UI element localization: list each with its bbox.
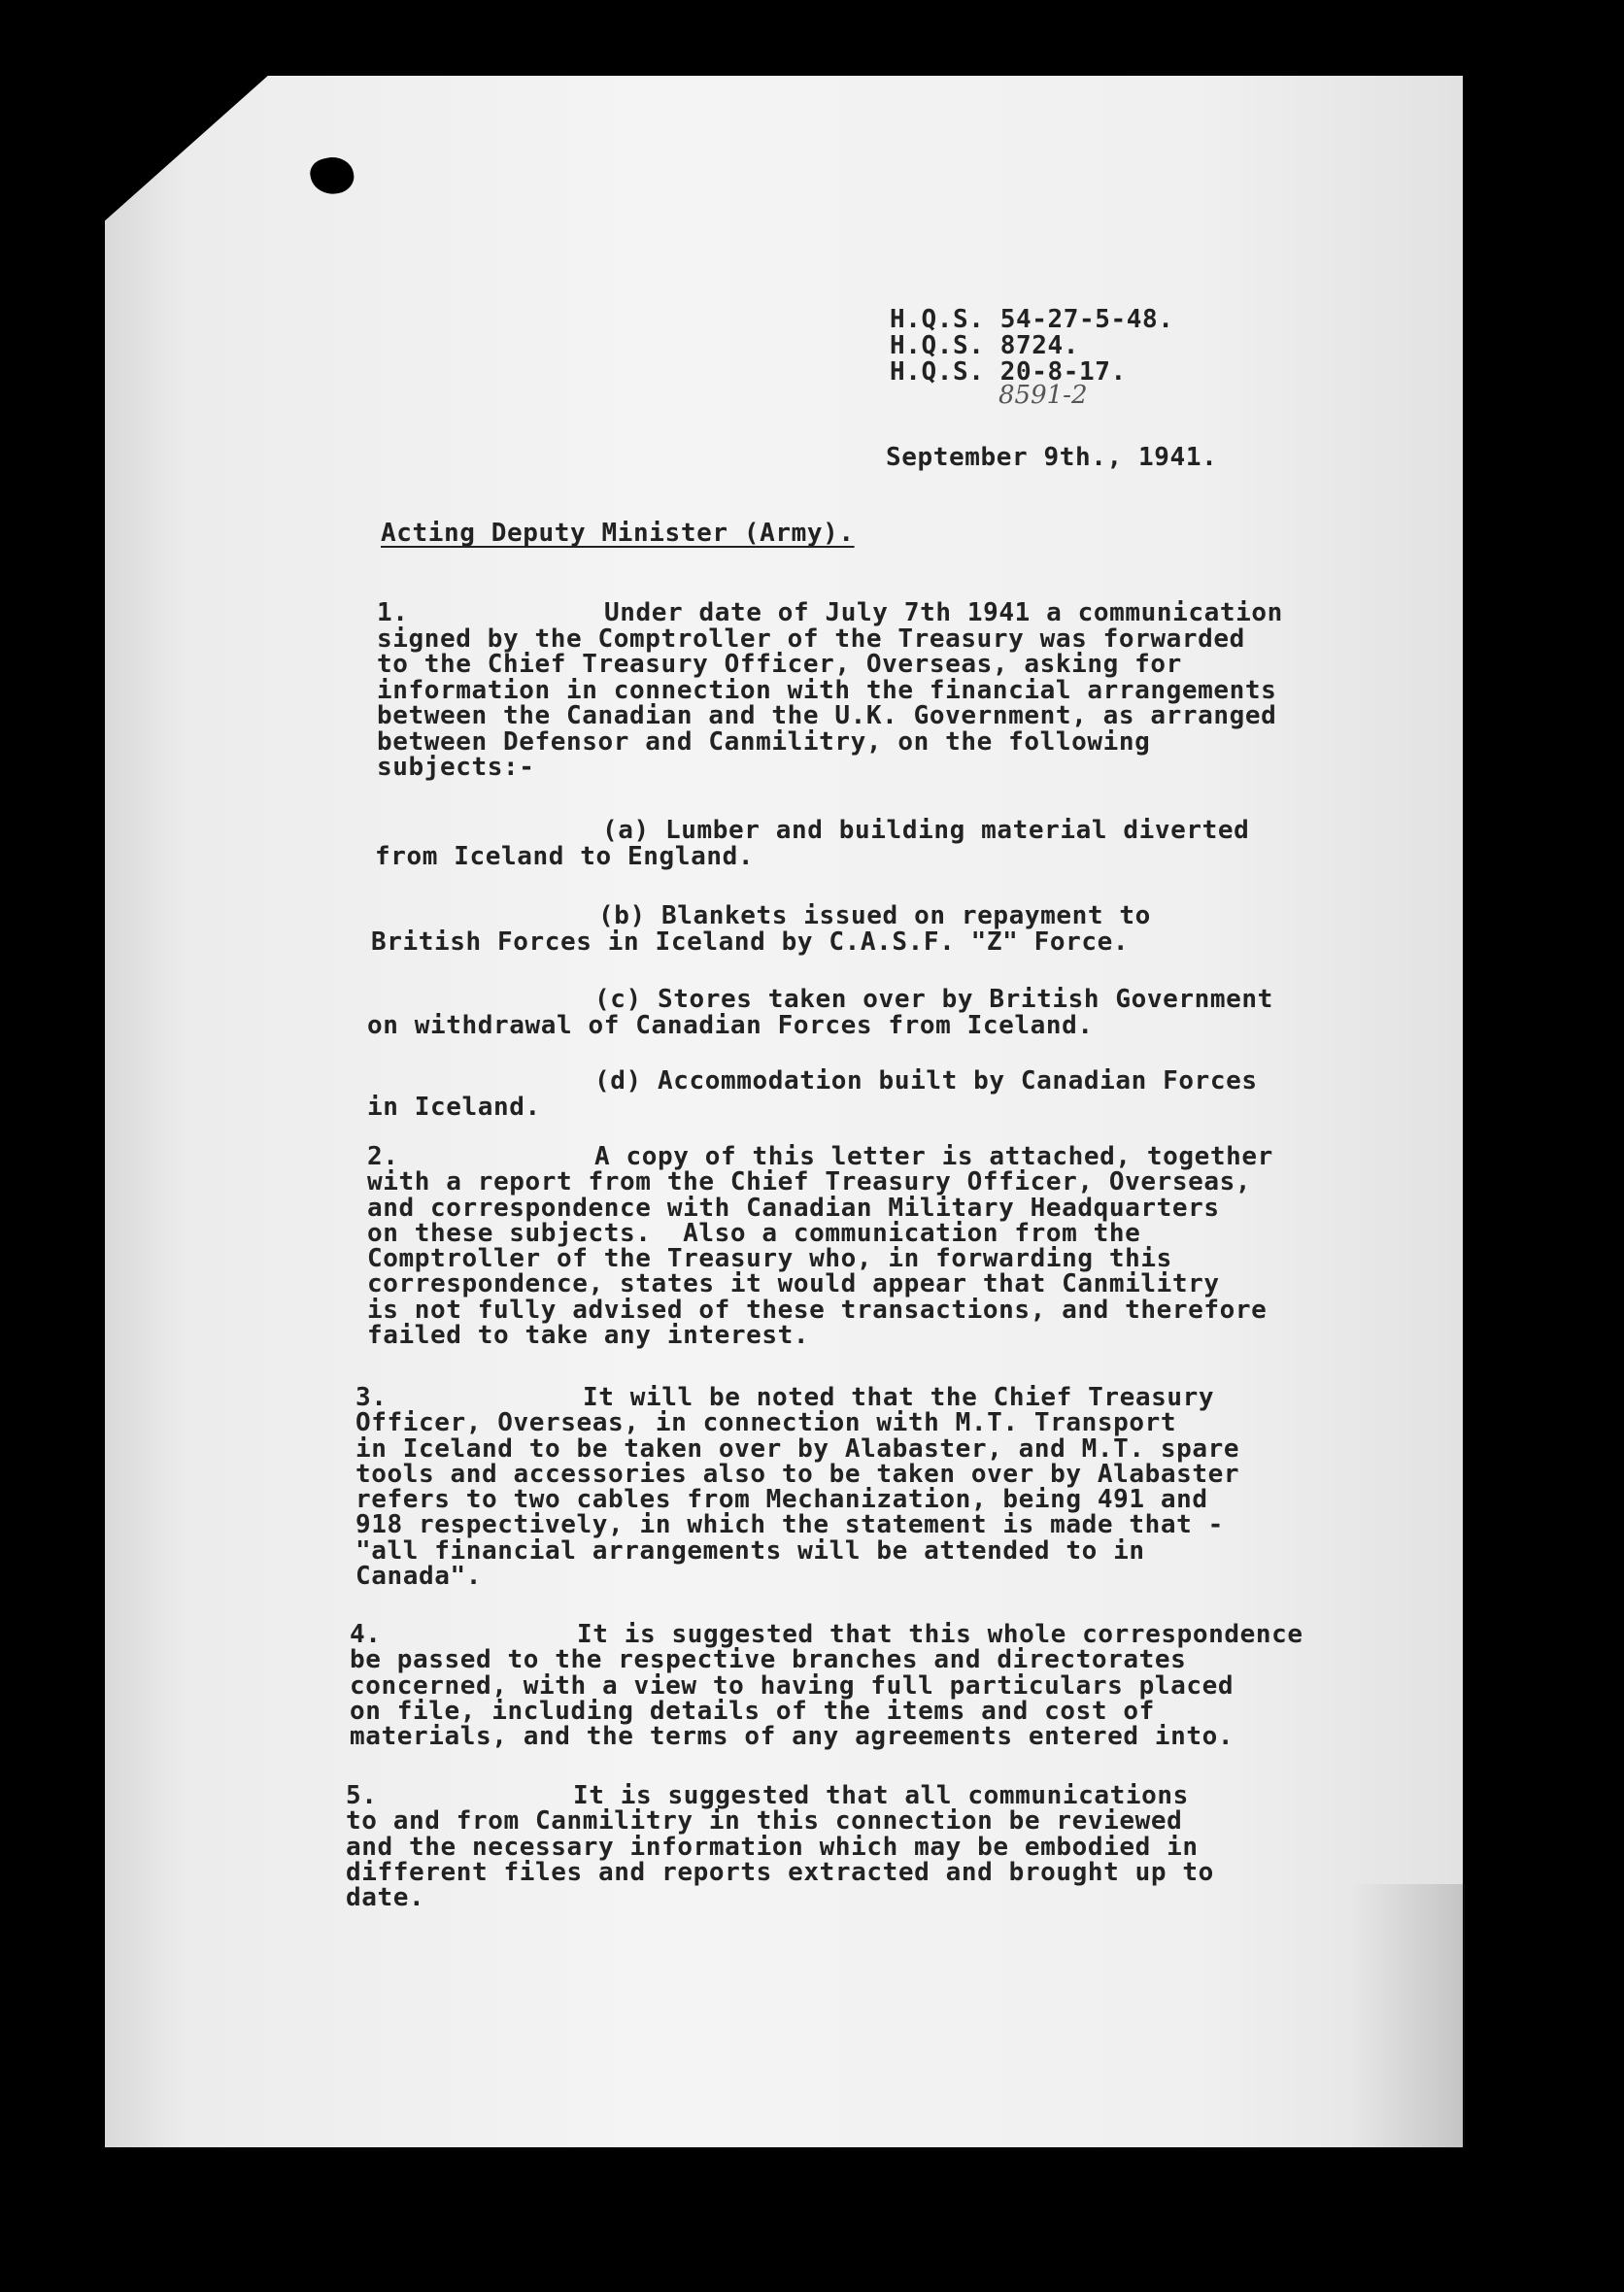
paragraph-number: 2. [367,1142,399,1171]
paragraph-line: to the Chief Treasury Officer, Overseas, asking for [377,650,1182,679]
paragraph-line: between the Canadian and the U.K. Government, as arranged [377,701,1277,730]
paragraph-number: 4. [350,1620,382,1649]
file-reference: H.Q.S. 54-27-5-48. [890,305,1174,334]
paragraph-number: 5. [346,1781,378,1810]
paragraph-2 [367,1142,1273,1351]
paragraph-line: on file, including details of the items and cost of [350,1696,1155,1726]
paragraph-number: 1. [377,598,409,627]
paragraph-line: "all financial arrangements will be attended to in [355,1535,1145,1566]
subject-label: (b) Blankets issued on repayment to [598,901,1151,930]
paragraph-line: concerned, with a view to having full particulars placed [350,1670,1235,1701]
subject-a [375,818,1249,869]
paragraph-line: Canada". [355,1562,483,1592]
subject-continuation: in Iceland. [367,1092,541,1122]
subject-continuation: from Iceland to England. [375,841,755,871]
paragraph-line: is not fully advised of these transactions, and therefore [367,1295,1268,1325]
subject-c [367,987,1273,1038]
paragraph-number: 3. [355,1383,388,1412]
paragraph-line: refers to two cables from Mechanization, being 491 and [355,1485,1208,1515]
paragraph-line: signed by the Comptroller of the Treasury was forwarded [377,624,1245,654]
file-reference: H.Q.S. 20-8-17. [890,357,1127,387]
subject-label: (d) Accommodation built by Canadian Forces [594,1066,1258,1095]
paragraph-line: different files and reports extracted and brought up to [346,1857,1214,1887]
paragraph-line: failed to take any interest. [367,1321,810,1351]
paragraph-line: tools and accessories also to be taken over by Alabaster [355,1459,1240,1489]
paragraph-line: information in connection with the financial arrangements [377,675,1277,705]
letter-date: September 9th., 1941. [886,443,1218,472]
paragraph-1 [377,600,1283,781]
paragraph-first-line: Under date of July 7th 1941 a communication [604,598,1283,627]
paragraph-line: and correspondence with Canadian Military Headquarters [367,1193,1220,1223]
paragraph-line: Officer, Overseas, in connection with M.T. Transport [355,1408,1177,1438]
subject-label: (c) Stores taken over by British Government [594,985,1273,1014]
paragraph-line: materials, and the terms of any agreements entered into. [350,1722,1235,1752]
paragraph-line: between Defensor and Canmilitry, on the following [377,726,1151,757]
paragraph-line: correspondence, states it would appear that Canmilitry [367,1269,1220,1299]
file-reference: H.Q.S. 8724. [890,331,1080,360]
paragraph-first-line: It is suggested that this whole correspondence [577,1620,1303,1649]
subject-b [371,903,1151,955]
paragraph-line: Comptroller of the Treasury who, in forwarding this [367,1244,1172,1274]
subject-d [367,1068,1258,1120]
addressee: Acting Deputy Minister (Army). [381,519,855,548]
paragraph-line: with a report from the Chief Treasury Officer, Overseas, [367,1167,1252,1197]
paragraph-first-line: It will be noted that the Chief Treasury [583,1383,1215,1412]
paragraph-line: date. [346,1883,425,1913]
paragraph-line: to and from Canmilitry in this connection be reviewed [346,1806,1183,1837]
paragraph-3 [355,1383,1240,1592]
file-references [890,307,1174,386]
paragraph-line: on these subjects. Also a communication from the [367,1218,1141,1248]
paragraph-line: 918 respectively, in which the statement is made that - [355,1510,1224,1540]
paragraph-line: and the necessary information which may be embodied in [346,1832,1199,1862]
subject-label: (a) Lumber and building material diverted [602,816,1250,845]
paragraph-line: be passed to the respective branches and directorates [350,1645,1187,1675]
paragraph-first-line: A copy of this letter is attached, together [594,1142,1273,1171]
paragraph-line: subjects:- [377,753,535,782]
subject-continuation: on withdrawal of Canadian Forces from Iceland. [367,1010,1094,1040]
paragraph-first-line: It is suggested that all communications [573,1781,1189,1810]
paragraph-4 [350,1620,1303,1752]
subject-continuation: British Forces in Iceland by C.A.S.F. "Z" Force. [371,927,1130,957]
paragraph-line: in Iceland to be taken over by Alabaster, and M.T. spare [355,1433,1240,1464]
handwritten-reference: 8591-2 [998,381,1088,410]
paragraph-5 [346,1781,1214,1913]
paper-shadow [1350,1884,1465,2148]
